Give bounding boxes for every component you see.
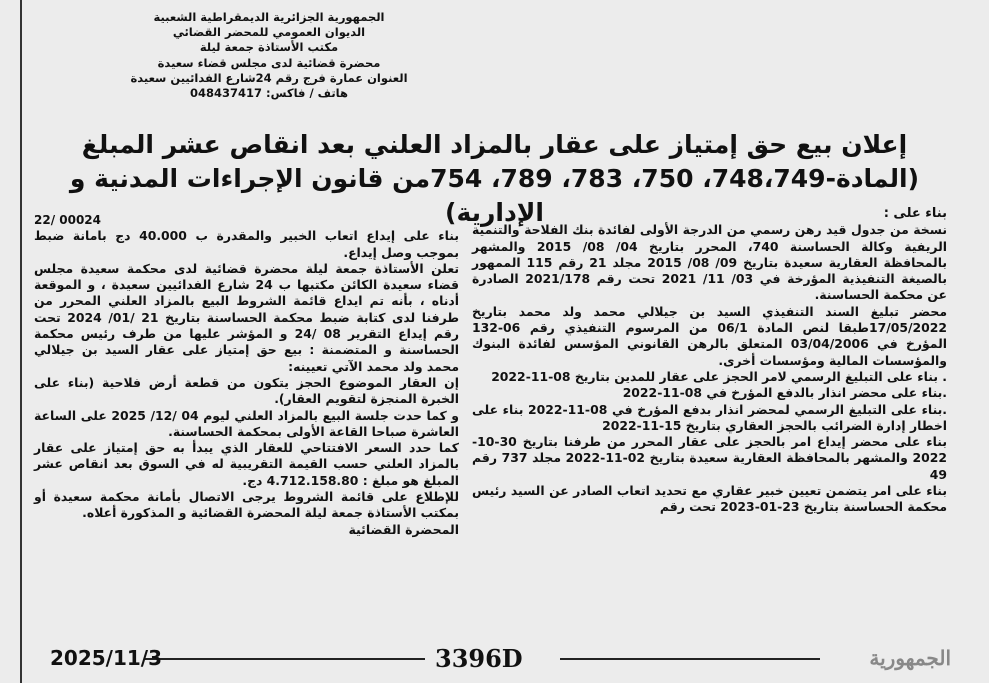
paragraph: و كما حدت جلسة البيع بالمزاد العلني ليوم 04 /12/ 2025 على الساعة العاشرة صباحا القاعة الأولى بمحكمة الحساسنة. xyxy=(34,407,460,439)
paragraph: تعلن الأستاذة جمعة ليلة محضرة قضائية لدى محكمة سعيدة مجلس قضاء سعيدة الكائن مكتبها ب 24 شارع الفدائيين سعيدة ، و الموقعة أدناه ، بأنه تم ايداع قائمة الشروط البيع بالمزاد العلني المحرر من طرفنا لدى كتابة ضبط محكمة الحساسنة بتاريخ 21 /01/ 2024 تحت رقم إيداع التقرير 08 /24 و المؤشر عليها من طرف رئيس محكمة الحساسنة و المتضمنة : بيع حق إمتياز على عقار السيد بن جيلالي محمد ولد محمد الآتي تعيينه: xyxy=(34,260,459,374)
paragraph: .بناء على التبليغ الرسمي لمحضر انذار بدفع المؤرخ في 08-11-2022 بناء على اخطار إدارة الضرائب بالحجز العقاري بتاريخ 15-11-2022 xyxy=(472,401,947,433)
page-footer xyxy=(30,644,959,674)
title-line-2: (المادة-748،749، 750، 783، 789، 754من قانون الإجراءات المدنية و الإدارية) xyxy=(69,164,920,227)
paragraph: كما حدد السعر الافتتاحي للعقار الذي يبدأ به حق إمتياز على عقار بالمزاد العلني حسب القيمة التقريبية له في السوق بعد انقاص عشر المبلغ هو مبلغ : 4.712.158.80 دج. xyxy=(34,440,459,488)
header-line: الديوان العمومي للمحضر القضائي xyxy=(172,25,366,40)
paragraph: بناء على إيداع اتعاب الخبير والمقدرة ب 40.000 دج بامانة ضبط بموجب وصل إيداع. xyxy=(34,228,459,260)
left-column xyxy=(34,212,459,538)
paragraph: بناء على محضر إيداع امر بالحجز على عقار المحرر من طرفنا بتاريخ 30-10-2022 والمشهر بالمحافظة العقارية سعيدة بتاريخ 02-11-2022 مجلد 737 رقم 49 xyxy=(472,434,947,482)
header-line: هاتف / فاكس: 048437417 xyxy=(190,86,348,101)
page-border xyxy=(20,0,22,683)
paragraph: نسخة من جدول قيد رهن رسمي من الدرجة الأولى لفائدة بنك الفلاحة والتنمية الريفية وكالة الحساسنة 740، المحرر بتاريخ 04/ 08/ 2015 والمشهر بالمحافظة العقارية سعيدة بتاريخ 09/ 08/ 2015 مجلد 21 رقم 115 الممهور بالصيغة التنفيذية المؤرخة في 03/ 11/ 2021 تحت رقم 2021/178 الصادرة عن محكمة الحساسنة. xyxy=(472,222,948,303)
paragraph: . بناء على التبليغ الرسمي لامر الحجز على عقار للمدين بتاريخ 08-11-2022 xyxy=(491,368,947,384)
office-header xyxy=(104,10,434,101)
publication-date: 2025/11/3 xyxy=(50,646,163,670)
paragraph: إن العقار الموضوع الحجز يتكون من قطعة أرض فلاحية (بناء على الخبرة المنجزة لتقويم العقار). xyxy=(34,374,459,407)
header-line: العنوان عمارة فرج رقم 24شارع الفدائيين سعيدة xyxy=(130,70,408,85)
column-heading: بناء على : xyxy=(883,206,947,221)
right-column xyxy=(472,206,947,516)
footer-rule xyxy=(560,658,820,660)
footer-rule xyxy=(145,658,425,660)
header-line: محضرة قضائية لدى مجلس قضاء سعيدة xyxy=(157,55,381,70)
signature: المحضرة القضائية xyxy=(348,521,459,537)
document-number: 22/ 00024 xyxy=(34,213,102,227)
paragraph: محضر تبليغ السند التنفيذي السيد بن جيلالي محمد ولد محمد بتاريخ 17/05/2022طبقا لنص المادة 06/1 من المرسوم التنفيذي رقم 06-132 المؤرخ في 03/04/2006 المتعلق بالرهن القانوني المؤسس لفائدة البنوك والمؤسسات المالية ومؤسسات أخرى. xyxy=(472,303,948,368)
paragraph: للإطلاع على قائمة الشروط يرجى الاتصال بأمانة محكمة سعيدة أو بمكتب الأستاذة جمعة ليلة المحضرة القضائية و المذكورة أعلاه. xyxy=(34,489,459,521)
paragraph: بناء على امر يتضمن تعيين خبير عقاري مع تحديد اتعاب الصادر عن السيد رئيس محكمة الحساسنة بتاريخ 23-01-2023 تحت رقم xyxy=(472,483,947,515)
header-line: الجمهورية الجزائرية الديمقراطية الشعبية xyxy=(153,10,385,24)
paragraph: .بناء على محضر انذار بالدفع المؤرخ في 08-11-2022 xyxy=(622,385,947,401)
header-line: مكتب الأستاذة جمعة ليلة xyxy=(199,40,339,55)
newspaper-logo: الجمهورية xyxy=(869,646,951,670)
ad-number: 3396D xyxy=(435,644,523,673)
title-line-1: إعلان بيع حق إمتياز على عقار بالمزاد العلني بعد انقاص عشر المبلغ xyxy=(81,130,908,159)
